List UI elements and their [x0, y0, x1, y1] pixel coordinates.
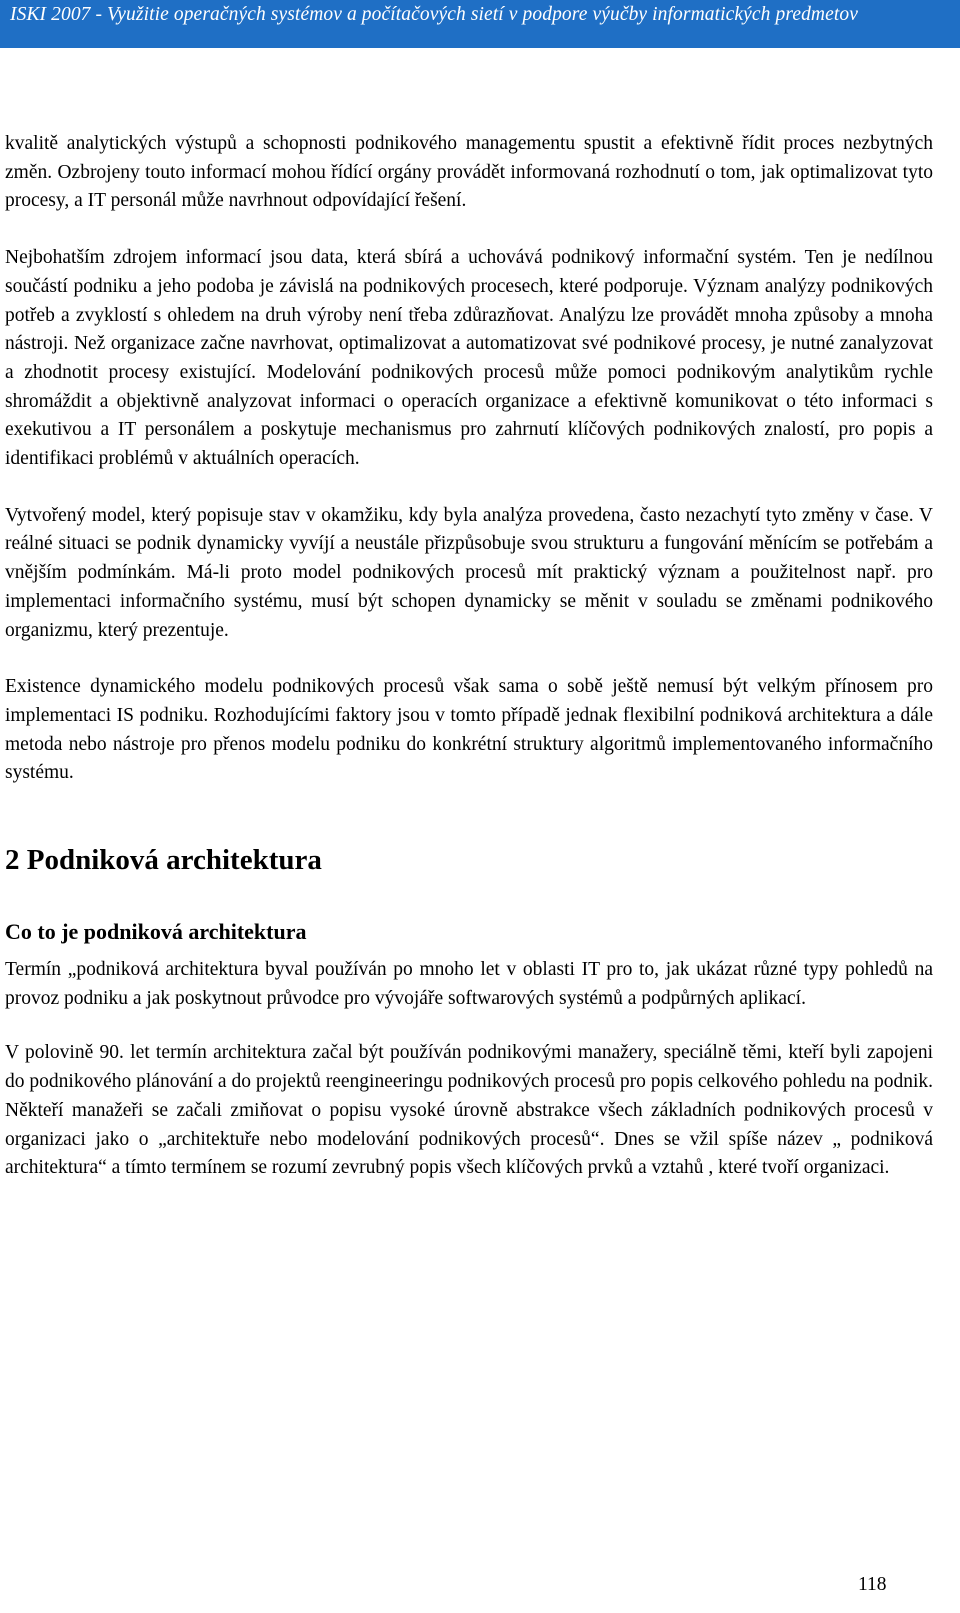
paragraph-term-definition: Termín „podniková architektura byval používán po mnoho let v oblasti IT pro to, jak ukázat různé typy pohledů na provoz podniku a jak poskytnout průvodce pro vývojáře softwarových systémů a podpůrných aplikací.: [5, 959, 933, 1009]
paragraph-dynamic-model: Existence dynamického modelu podnikových procesů však sama o sobě ještě nemusí být velkým přínosem pro implementaci IS podniku. Rozhodujícími faktory jsou v tomto případě jednak flexibilní podniková architektura a dále metoda nebo nástroje pro přenos modelu podniku do konkrétní struktury algoritmů implementovaného informačního systému.: [5, 676, 933, 784]
paragraph-nineties-usage: V polovině 90. let termín architektura začal být používán podnikovými manažery, speciálně těmi, kteří byli zapojeni do podnikového plánování a do projektů reengineeringu podnikových procesů pro popis celkového pohledu na podnik. Někteří manažeři se začali zmiňovat o popisu vysoké úrovně abstrakce všech základních podnikových procesů v organizaci jako o „architektuře nebo modelování podnikových procesů“. Dnes se vžil spíše název „ podniková architektura“ a tímto termínem se rozumí zevrubný popis všech klíčových prvků a vztahů , které tvoří organizaci.: [5, 1042, 933, 1179]
section-heading: 2 Podniková architektura: [5, 844, 322, 877]
page-body: [5, 130, 933, 1183]
running-header-bar: [0, 0, 960, 48]
paragraph-data-sources: Nejbohatším zdrojem informací jsou data, která sbírá a uchovává podnikový informační systém. Ten je nedílnou součástí podniku a jeho podoba je závislá na podnikových procesech, které podporuje. Význam analýzy podnikových potřeb a zvyklostí s ohledem na druh výroby není třeba zdůrazňovat. Analýzu lze provádět mnoha způsoby a mnoha nástroji. Než organizace začne navrhovat, optimalizovat a automatizovat své podnikové procesy, je nutné zanalyzovat a zhodnotit procesy existující. Modelování podnikových procesů může pomoci podnikovým analytikům rychle shromáždit a objektivně analyzovat informaci o operacích organizace a efektivně komunikovat o této informaci s exekutivou a IT personálem a poskytuje mechanismus pro zahrnutí klíčových podnikových znalostí, pro popis a identifikaci problémů v aktuálních operacích.: [5, 247, 933, 470]
running-header-title: ISKI 2007 - Využitie operačných systémov a počítačových sietí v podpore výučby informatických predmetov: [10, 4, 858, 25]
paragraph-continuation: kvalitě analytických výstupů a schopnosti podnikového managementu spustit a efektivně řídit proces nezbytných změn. Ozbrojeny touto informací mohou řídící orgány provádět informovaná rozhodnutí o tom, jak optimalizovat tyto procesy, a IT personál může navrhnout odpovídající řešení.: [5, 133, 933, 212]
paragraph-model-dynamics: Vytvořený model, který popisuje stav v okamžiku, kdy byla analýza provedena, často nezachytí tyto změny v čase. V reálné situaci se podnik dynamicky vyvíjí a neustále přizpůsobuje svou strukturu a fungování měnícím se potřebám a vnějším podmínkám. Má-li proto model podnikových procesů mít praktický význam a použitelnost např. pro implementaci informačního systému, musí být schopen dynamicky se měnit v souladu se změnami podnikového organizmu, který prezentuje.: [5, 504, 933, 641]
page-number: 118: [858, 1574, 887, 1595]
subsection-heading: Co to je podniková architektura: [5, 919, 307, 945]
